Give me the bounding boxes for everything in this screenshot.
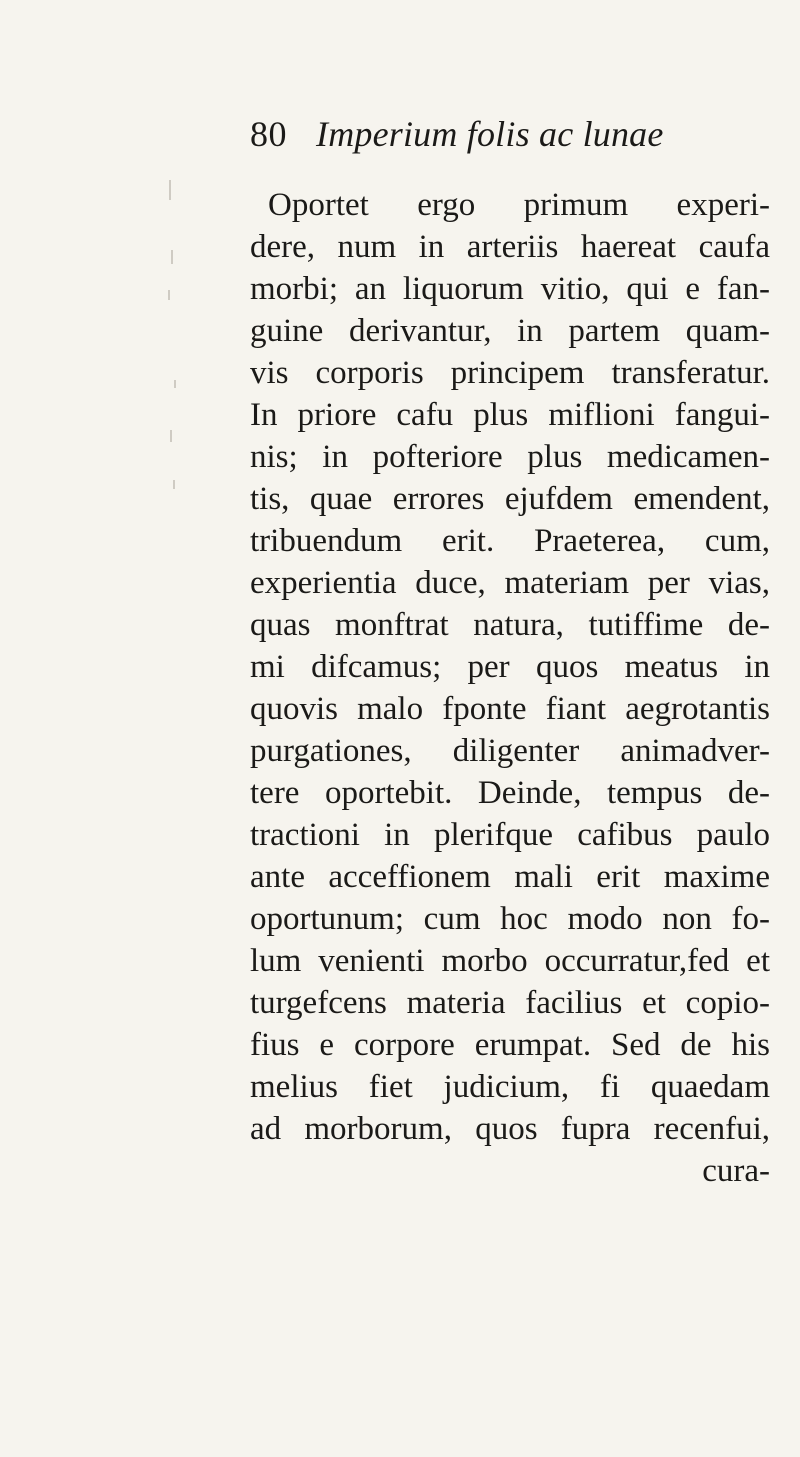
text-line: Oportet ergo primum experi- xyxy=(268,187,770,223)
text-line: ante acceffionem mali erit maxime xyxy=(250,859,770,895)
text-line: In priore cafu plus miflioni fangui- xyxy=(250,397,770,433)
text-line: experientia duce, materiam per vias, xyxy=(250,565,770,601)
margin-ink-specks xyxy=(165,180,195,510)
text-line: nis; in pofteriore plus medicamen- xyxy=(250,439,770,475)
text-line: morbi; an liquorum vitio, qui e fan- xyxy=(250,271,770,307)
text-line: tis, quae errores ejufdem emendent, xyxy=(250,481,770,517)
text-line: fius e corpore erumpat. Sed de his xyxy=(250,1027,770,1063)
page-number: 80 xyxy=(250,114,287,154)
text-line: tere oportebit. Deinde, tempus de- xyxy=(250,775,770,811)
text-line: turgefcens materia facilius et copio- xyxy=(250,985,770,1021)
page-header xyxy=(250,112,670,156)
catchword: cura- xyxy=(702,1153,770,1189)
text-line: oportunum; cum hoc modo non fo- xyxy=(250,901,770,937)
text-line: guine derivantur, in partem quam- xyxy=(250,313,770,349)
text-line: melius fiet judicium, fi quaedam xyxy=(250,1069,770,1105)
running-title: Imperium folis ac lunae xyxy=(316,114,664,154)
text-line: ad morborum, quos fupra recenfui, xyxy=(250,1111,770,1147)
body-text xyxy=(250,184,770,1192)
text-line: vis corporis principem transferatur. xyxy=(250,355,770,391)
text-line: purgationes, diligenter animadver- xyxy=(250,733,770,769)
text-line: mi difcamus; per quos meatus in xyxy=(250,649,770,685)
text-line: dere, num in arteriis haereat caufa xyxy=(250,229,770,265)
text-line: quas monftrat natura, tutiffime de- xyxy=(250,607,770,643)
text-line: tribuendum erit. Praeterea, cum, xyxy=(250,523,770,559)
text-line: quovis malo fponte fiant aegrotantis xyxy=(250,691,770,727)
text-line: lum venienti morbo occurratur,fed et xyxy=(250,943,770,979)
text-line: tractioni in plerifque cafibus paulo xyxy=(250,817,770,853)
